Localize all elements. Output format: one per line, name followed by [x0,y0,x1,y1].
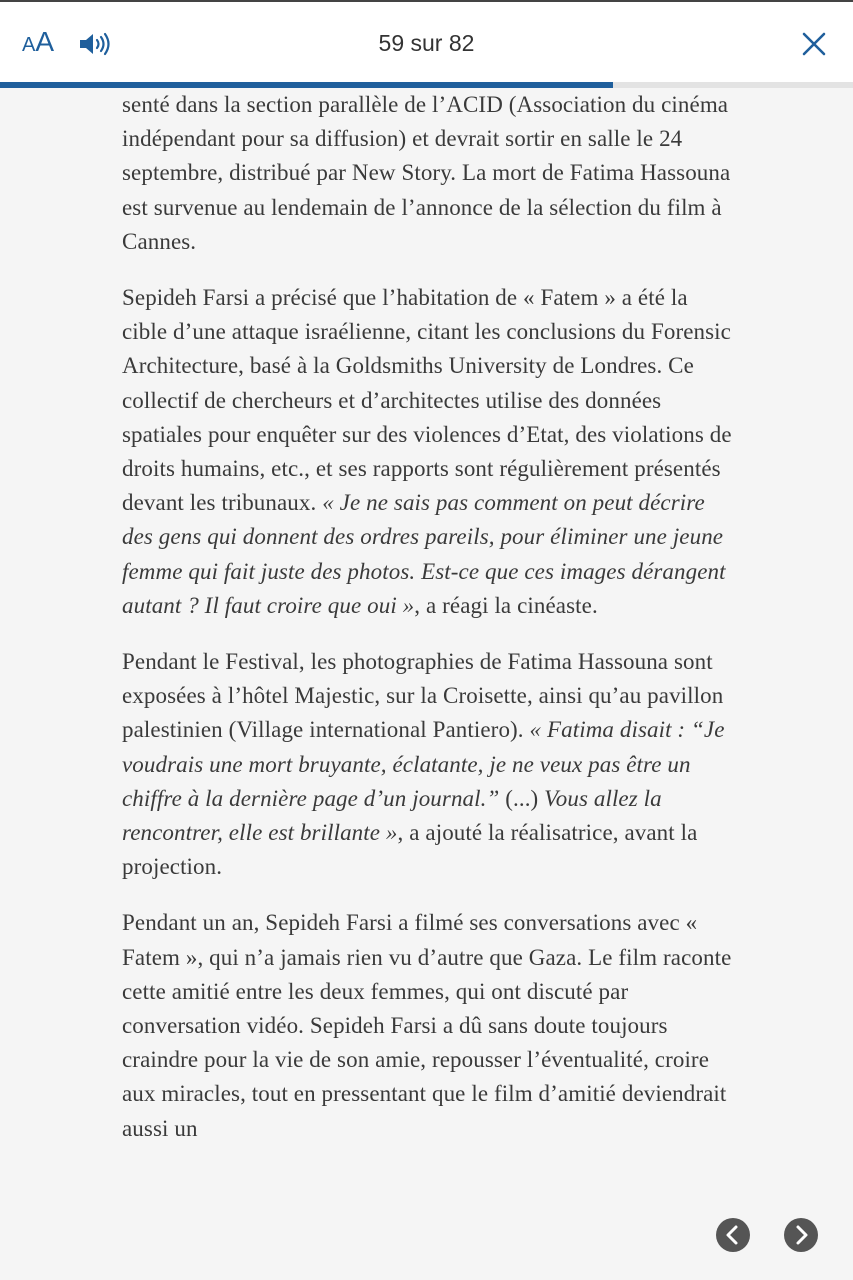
article-paragraph [122,88,737,259]
paragraph-text: senté dans la section parallèle de l’ACID (Association du cinéma indépendant pour sa diffusion) et devrait sortir en salle le 24 septembre, distribué par New Story. La mort de Fatima Hassouna est survenue au lendemain de l’annonce de la sélection du film à Cannes. [122,92,731,254]
quote-text: Vous allez la rencontrer, elle est brillante » [122,785,662,846]
next-page-button[interactable] [784,1218,818,1252]
article-paragraph [122,645,737,884]
paragraph-text: (...) [505,785,545,811]
quote-text: « Je ne sais pas comment on peut décrire des gens qui donnent des ordres pareils, pour éliminer une jeune femme qui fait juste des photos. Est-ce que ces images dérangent autant ? Il faut croire que oui » [122,490,726,618]
quote-text: « Fatima disait : “Je voudrais une mort bruyante, éclatante, je ne veux pas être un chiffre à la dernière page d’un journal.” [122,717,725,811]
page-counter: 59 sur 82 [378,30,475,56]
paragraph-text: Pendant un an, Sepideh Farsi a filmé ses conversations avec « Fatem », qui n’a jamais rien vu d’autre que Gaza. Le film raconte cette amitié entre les deux femmes, qui ont discuté par conversation vidéo. Sepideh Farsi a dû sans doute toujours craindre pour la vie de son amie, repousser l’éventualité, croire aux miracles, tout en pressentant que le film d’amitié deviendrait aussi un [122,910,732,1141]
text-size-icon-large: A [35,26,55,57]
article-body [122,88,737,1168]
article-paragraph [122,281,737,623]
chevron-right-icon [784,1218,818,1252]
article-paragraph [122,906,737,1145]
paragraph-text: Sepideh Farsi a précisé que l’habitation de « Fatem » a été la cible d’une attaque israélienne, citant les conclusions du Forensic Architecture, basé à la Goldsmiths University de Londres. Ce collectif de chercheurs et d’architectes utilise des données spatiales pour enquêter sur des violences d’Etat, des violations de droits humains, etc., et ses rapports sont régulièrement présentés devant les tribunaux. [122,285,732,516]
paragraph-text: Pendant le Festival, les photographies de Fatima Hassouna sont exposées à l’hôtel Majestic, sur la Croisette, ainsi qu’au pavillon palestinien (Village international Pantiero). [122,649,724,743]
chevron-left-icon [716,1218,750,1252]
previous-page-button[interactable] [716,1218,750,1252]
text-size-icon-small: A [22,34,36,56]
close-button[interactable] [800,30,828,58]
paragraph-text: , a réagi la cinéaste. [414,592,598,618]
close-icon [800,30,828,58]
reader-toolbar [0,0,853,86]
paragraph-text: , a ajouté la réalisatrice, avant la projection. [122,820,698,880]
